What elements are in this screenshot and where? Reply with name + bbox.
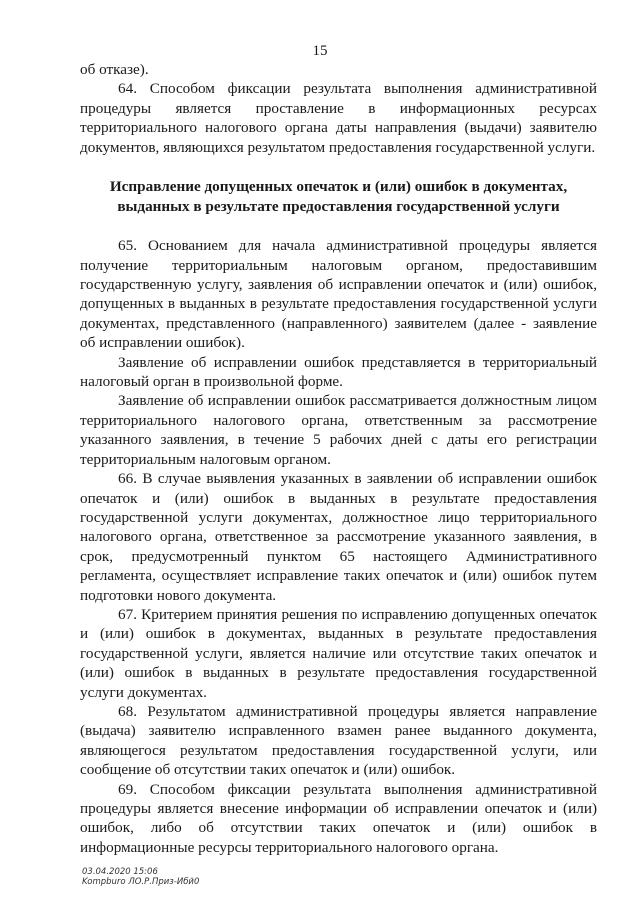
paragraph-64: 64. Способом фиксации результата выполнения административной процедуры является проставление в информационных ресурсах территориального налогового органа даты направления (выдачи) заявителю документов, являющихся результатом предоставления государственной услуги. [80, 80, 597, 156]
paragraph-69: 69. Способом фиксации результата выполнения административной процедуры является внесение информации об исправлении опечаток и (или) ошибок, либо об отсутствии таких опечаток и (или) ошибок в информационные ресурсы территориального налогового органа. [80, 780, 597, 856]
paragraph-65: 65. Основанием для начала административной процедуры является получение территориальным налоговым органом, предоставившим государственную услугу, заявления об исправлении опечаток и (или) ошибок, допущенных в выданных в результате предоставления государственной услуги документах, представленного (направленного) заявителем (далее - заявление об исправлении ошибок). [80, 237, 597, 352]
footer-timestamp: 03.04.2020 15:06 [82, 867, 158, 877]
paragraph-65-note-1: Заявление об исправлении ошибок представляется в территориальный налоговый орган в произвольной форме. [80, 353, 597, 391]
footer-file-ref: Kompburo ЛО.Р.Приз-Ибй0 [82, 877, 200, 887]
paragraph-67: 67. Критерием принятия решения по исправлению допущенных опечаток и (или) ошибок в документах, выданных в результате предоставления государственной услуги, является наличие или отсутствие таких опечаток и (или) ошибок в выданных в результате предоставления государственной услуги документах. [80, 605, 597, 701]
document-body [80, 60, 597, 857]
paragraph-65-note-2: Заявление об исправлении ошибок рассматривается должностным лицом территориального налогового органа, ответственным за рассмотрение указанного заявления, в течение 5 рабочих дней с даты его регистрации территориальным налоговым органом. [80, 392, 597, 468]
page-number: 15 [312, 43, 328, 59]
paragraph-68: 68. Результатом административной процедуры является направление (выдача) заявителю исправленного взамен ранее выданного документа, являющегося результатом предоставления государственной услуги, или сообщение об отсутствии таких опечаток и (или) ошибок. [80, 702, 597, 779]
document-footer [82, 867, 199, 887]
paragraph-66: 66. В случае выявления указанных в заявлении об исправлении ошибок опечаток и (или) ошибок в выданных в результате предоставления государственной услуги документах, должностное лицо территориального налогового органа, ответственное за рассмотрение указанного заявления, в срок, предусмотренный пунктом 65 настоящего Административного регламента, осуществляет исправление таких опечаток и (или) ошибок путем подготовки нового документа. [80, 470, 597, 604]
section-heading: Исправление допущенных опечаток и (или) ошибок в документах, выданных в результате предоставления государственной услуги [109, 178, 568, 215]
paragraph-continuation: об отказе). [80, 61, 149, 78]
